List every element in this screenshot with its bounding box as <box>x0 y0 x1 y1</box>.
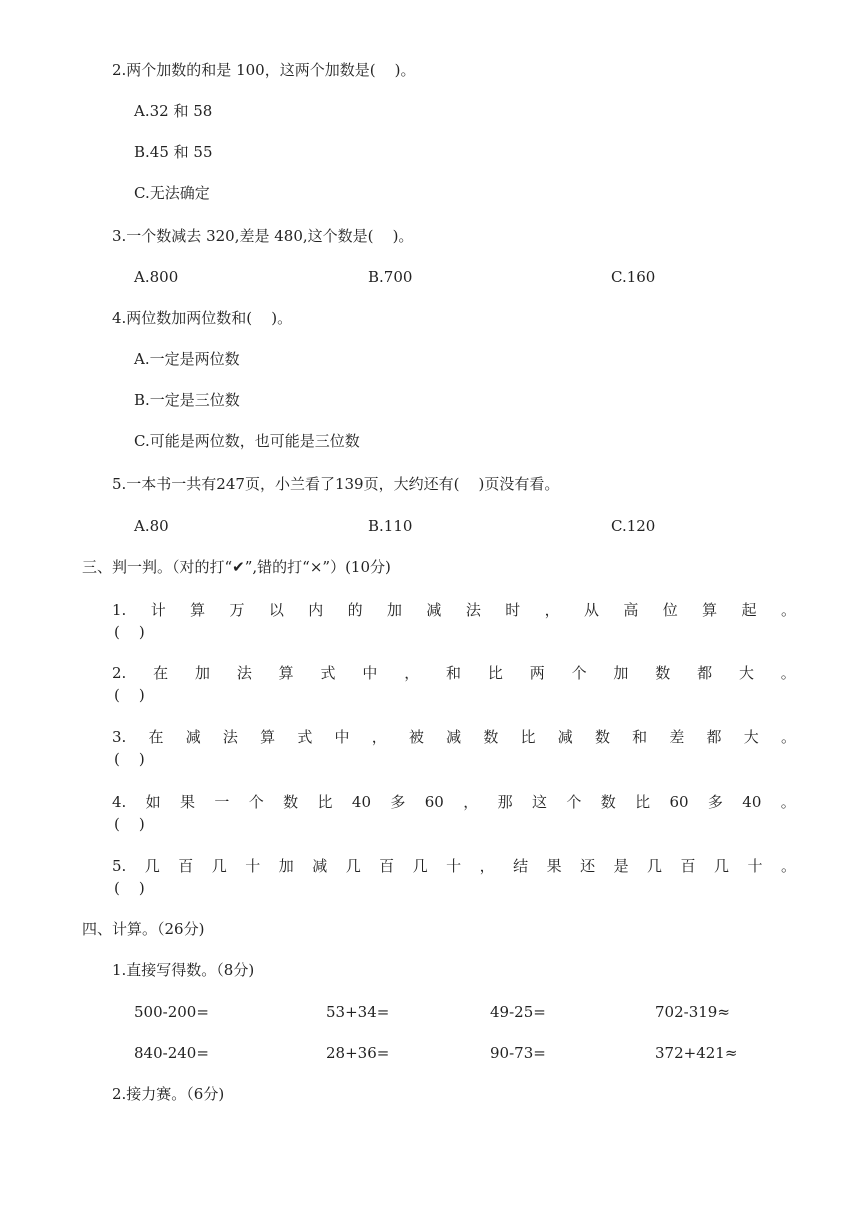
judge-token: 数 <box>600 793 616 811</box>
judge-token: 60 <box>424 793 444 811</box>
judge-token: 算 <box>702 601 718 619</box>
judge-token: 数 <box>283 793 299 811</box>
judge-token: 法 <box>222 728 238 746</box>
judge-item-5-answer-paren: ( ) <box>114 879 145 897</box>
judge-token: 十 <box>747 857 763 875</box>
judge-token: 几 <box>714 857 730 875</box>
judge-token: 加 <box>194 664 210 682</box>
judge-token: 比 <box>487 664 503 682</box>
judge-token: 法 <box>465 601 481 619</box>
question-4-stem: 4.两位数加两位数和( )。 <box>112 309 293 327</box>
question-4-option-a: A.一定是两位数 <box>134 350 240 368</box>
question-3-stem: 3.一个数减去 320,差是 480,这个数是( )。 <box>112 227 414 245</box>
judge-token: 是 <box>613 857 629 875</box>
judge-item-2-answer-paren: ( ) <box>114 686 145 704</box>
judge-token: 起 <box>741 601 757 619</box>
judge-token: 从 <box>583 601 599 619</box>
judge-token: 加 <box>278 857 294 875</box>
judge-token: 3. <box>112 728 127 746</box>
calc-sub-1-title: 1.直接写得数。（8分) <box>112 961 255 979</box>
judge-token: 60 <box>669 793 689 811</box>
judge-token: 比 <box>317 793 333 811</box>
judge-token: 减 <box>446 728 462 746</box>
judge-token: 两 <box>529 664 545 682</box>
judge-token: 被 <box>408 728 424 746</box>
judge-token: 。 <box>780 728 796 746</box>
judge-token: 2. <box>112 664 127 682</box>
judge-item-2 <box>112 663 796 683</box>
judge-token: 如 <box>145 793 161 811</box>
judge-token: 数 <box>483 728 499 746</box>
judge-token: 个 <box>571 664 587 682</box>
question-2-stem: 2.两个加数的和是 100，这两个加数是( )。 <box>112 61 416 79</box>
judge-token: 40 <box>742 793 762 811</box>
judge-item-1 <box>112 600 796 620</box>
judge-token: 法 <box>236 664 252 682</box>
calc-expr: 500-200= <box>134 1003 209 1021</box>
judge-token: 减 <box>185 728 201 746</box>
judge-item-3 <box>112 727 796 747</box>
judge-token: 果 <box>546 857 562 875</box>
judge-token: 一 <box>214 793 230 811</box>
judge-token: 式 <box>297 728 313 746</box>
judge-token: 百 <box>178 857 194 875</box>
question-3-option-b: B.700 <box>368 268 413 286</box>
calc-expr: 372+421≈ <box>655 1044 738 1062</box>
question-5-stem: 5.一本书一共有247页，小兰看了139页，大约还有( )页没有看。 <box>112 475 560 493</box>
judge-token: ， <box>371 728 387 746</box>
judge-token: 十 <box>245 857 261 875</box>
judge-token: 算 <box>260 728 276 746</box>
judge-token: 。 <box>780 664 796 682</box>
judge-token: 比 <box>635 793 651 811</box>
section-4-title: 四、计算。（26分) <box>82 920 205 938</box>
judge-token: 。 <box>780 601 796 619</box>
judge-token: 数 <box>655 664 671 682</box>
judge-token: 大 <box>738 664 754 682</box>
judge-token: 位 <box>662 601 678 619</box>
calc-expr: 28+36= <box>326 1044 390 1062</box>
judge-token: 十 <box>446 857 462 875</box>
judge-token: ， <box>544 601 560 619</box>
judge-token: 结 <box>513 857 529 875</box>
judge-token: 个 <box>566 793 582 811</box>
calc-sub-2-title: 2.接力赛。（6分) <box>112 1085 225 1103</box>
judge-token: 算 <box>190 601 206 619</box>
judge-token: 多 <box>390 793 406 811</box>
judge-token: 和 <box>446 664 462 682</box>
judge-token: 。 <box>780 793 796 811</box>
question-4-option-b: B.一定是三位数 <box>134 391 240 409</box>
question-3-option-c: C.160 <box>611 268 656 286</box>
calc-expr: 53+34= <box>326 1003 390 1021</box>
judge-token: 40 <box>351 793 372 811</box>
judge-token: ， <box>479 857 495 875</box>
judge-token: 算 <box>278 664 294 682</box>
judge-token: 那 <box>497 793 513 811</box>
judge-token: ， <box>463 793 479 811</box>
judge-token: 百 <box>379 857 395 875</box>
question-4-option-c: C.可能是两位数，也可能是三位数 <box>134 432 360 450</box>
judge-token: 百 <box>680 857 696 875</box>
judge-token: 差 <box>669 728 685 746</box>
judge-token: 都 <box>697 664 713 682</box>
judge-token: 几 <box>144 857 160 875</box>
judge-token: 多 <box>707 793 723 811</box>
judge-token: 5. <box>112 857 127 875</box>
judge-token: 4. <box>112 793 127 811</box>
judge-item-4 <box>112 792 796 812</box>
judge-token: 几 <box>211 857 227 875</box>
judge-token: 还 <box>580 857 596 875</box>
judge-token: 数 <box>594 728 610 746</box>
judge-token: 果 <box>180 793 196 811</box>
judge-token: 中 <box>362 664 378 682</box>
question-2-option-a: A.32 和 58 <box>134 102 213 120</box>
judge-token: ， <box>404 664 420 682</box>
calc-expr: 90-73= <box>490 1044 546 1062</box>
judge-token: 在 <box>153 664 169 682</box>
judge-token: 的 <box>347 601 363 619</box>
question-5-option-c: C.120 <box>611 517 656 535</box>
section-3-title: 三、判一判。（对的打“✔”,错的打“×”）(10分) <box>82 558 391 576</box>
judge-token: 大 <box>743 728 759 746</box>
judge-token: 以 <box>268 601 284 619</box>
judge-item-4-answer-paren: ( ) <box>114 815 145 833</box>
judge-item-3-answer-paren: ( ) <box>114 750 145 768</box>
judge-token: 这 <box>531 793 547 811</box>
judge-token: 几 <box>412 857 428 875</box>
judge-token: 比 <box>520 728 536 746</box>
judge-token: 和 <box>632 728 648 746</box>
judge-token: 1. <box>112 601 127 619</box>
question-2-option-b: B.45 和 55 <box>134 143 213 161</box>
judge-token: 个 <box>248 793 264 811</box>
judge-token: 几 <box>345 857 361 875</box>
judge-token: 减 <box>426 601 442 619</box>
judge-token: 高 <box>623 601 639 619</box>
calc-expr: 840-240= <box>134 1044 209 1062</box>
judge-token: 内 <box>308 601 324 619</box>
judge-token: 式 <box>320 664 336 682</box>
judge-token: 。 <box>780 857 796 875</box>
question-2-option-c: C.无法确定 <box>134 184 210 202</box>
judge-item-1-answer-paren: ( ) <box>114 623 145 641</box>
judge-token: 都 <box>706 728 722 746</box>
judge-token: 加 <box>613 664 629 682</box>
calc-expr: 49-25= <box>490 1003 546 1021</box>
judge-token: 中 <box>334 728 350 746</box>
judge-token: 时 <box>505 601 521 619</box>
judge-token: 减 <box>312 857 328 875</box>
judge-token: 在 <box>148 728 164 746</box>
judge-token: 加 <box>387 601 403 619</box>
judge-token: 减 <box>557 728 573 746</box>
question-3-option-a: A.800 <box>134 268 179 286</box>
question-5-option-b: B.110 <box>368 517 413 535</box>
judge-token: 几 <box>647 857 663 875</box>
calc-expr: 702-319≈ <box>655 1003 730 1021</box>
judge-item-5 <box>112 856 796 876</box>
judge-token: 万 <box>229 601 245 619</box>
question-5-option-a: A.80 <box>134 517 169 535</box>
judge-token: 计 <box>150 601 166 619</box>
